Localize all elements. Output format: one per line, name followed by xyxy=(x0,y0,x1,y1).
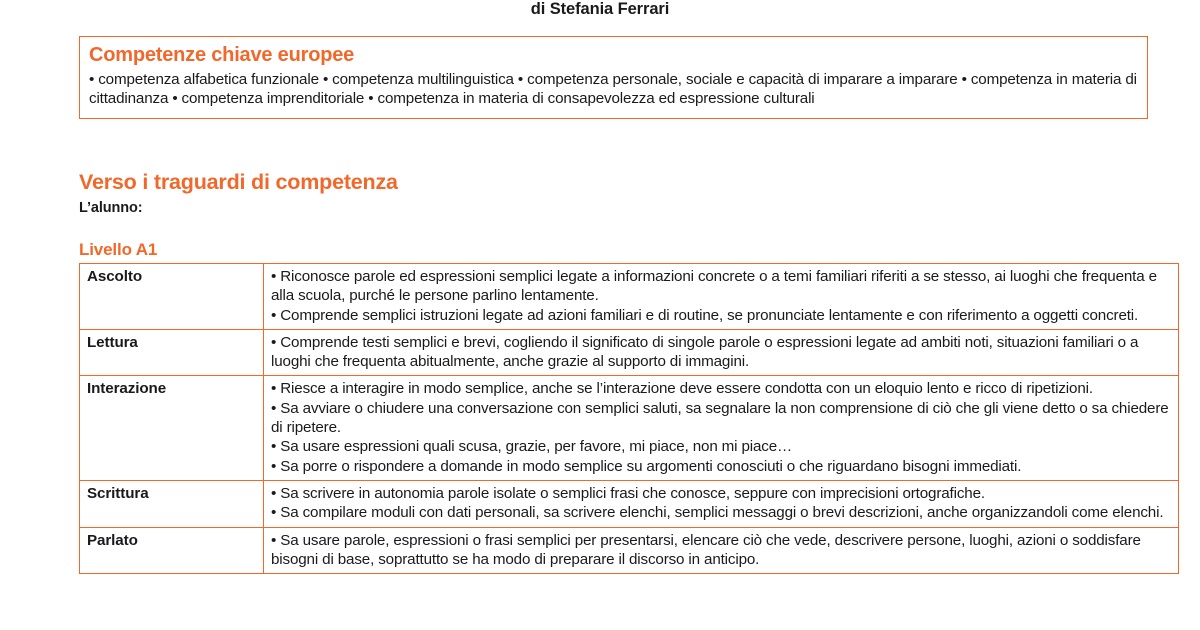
goals-section-heading: Verso i traguardi di competenza xyxy=(79,170,398,194)
author-line: di Stefania Ferrari xyxy=(530,0,670,18)
level-label-a1: Livello A1 xyxy=(79,240,158,259)
table-row xyxy=(80,329,1179,376)
table-row xyxy=(80,376,1179,480)
table-row xyxy=(80,264,1179,330)
descriptors-cell xyxy=(264,376,1179,480)
descriptor-bullet: • Sa scrivere in autonomia parole isolate o semplici frasi che conosce, seppure con imprecisioni ortografiche. xyxy=(271,484,985,502)
descriptor-bullet: • Riesce a interagire in modo semplice, anche se l’interazione deve essere condotta con un eloquio lento e ricco di ripetizioni. xyxy=(271,380,1093,398)
descriptor-bullet: • Sa avviare o chiudere una conversazione con semplici saluti, sa segnalare la non comprensione di ciò che gli viene detto o sa chiedere di ripetere. xyxy=(271,399,1169,437)
skill-cell: Interazione xyxy=(80,376,264,480)
descriptor-bullet: • Sa porre o rispondere a domande in modo semplice su argomenti conosciuti o che riguardano bisogni immediati. xyxy=(271,457,1022,475)
table-row xyxy=(80,480,1179,527)
skill-cell: Ascolto xyxy=(80,264,264,330)
competence-table xyxy=(79,263,1179,574)
descriptors-cell xyxy=(264,264,1179,330)
descriptor-bullet: • Sa compilare moduli con dati personali, sa scrivere elenchi, semplici messaggi o brevi descrizioni, anche organizzandoli come elenchi. xyxy=(271,504,1164,522)
key-competences-title: Competenze chiave europee xyxy=(89,44,355,66)
key-competences-body: • competenza alfabetica funzionale • competenza multilinguistica • competenza personale, sociale e capacità di imparare a imparare • competenza in materia di cittadinanza • competenza imprenditoriale • competenza in materia di consapevolezza ed espressione culturali xyxy=(89,71,1137,108)
descriptors-cell xyxy=(264,527,1179,574)
descriptors-cell xyxy=(264,329,1179,376)
skill-cell: Parlato xyxy=(80,527,264,574)
descriptor-bullet: • Comprende testi semplici e brevi, cogliendo il significato di singole parole o espressioni legate ad ambiti noti, situazioni familiari o a luoghi che frequenta abitualmente, anche grazie al supporto di immagini. xyxy=(271,333,1139,371)
descriptor-bullet: • Sa usare parole, espressioni o frasi semplici per presentarsi, elencare ciò che vede, descrivere persone, luoghi, azioni o soddisfare bisogni di base, soprattutto se ha modo di preparare il discorso in anticipo. xyxy=(271,531,1141,568)
competence-table-body xyxy=(80,264,1179,574)
skill-cell: Lettura xyxy=(80,329,264,376)
descriptor-bullet: • Riconosce parole ed espressioni semplici legate a informazioni concrete o a temi familiari riferiti a se stesso, ai luoghi che frequenta e alla scuola, purché le persone parlino lentamente. xyxy=(271,268,1157,305)
descriptor-bullet: • Sa usare espressioni quali scusa, grazie, per favore, mi piace, non mi piace… xyxy=(271,438,793,456)
skill-cell: Scrittura xyxy=(80,480,264,527)
table-row xyxy=(80,527,1179,574)
descriptor-bullet: • Comprende semplici istruzioni legate ad azioni familiari e di routine, se pronunciate lentamente e con riferimento a oggetti concreti. xyxy=(271,306,1139,324)
descriptors-cell xyxy=(264,480,1179,527)
key-competences-box xyxy=(79,36,1148,119)
goals-section-subheading: L’alunno: xyxy=(79,200,143,216)
